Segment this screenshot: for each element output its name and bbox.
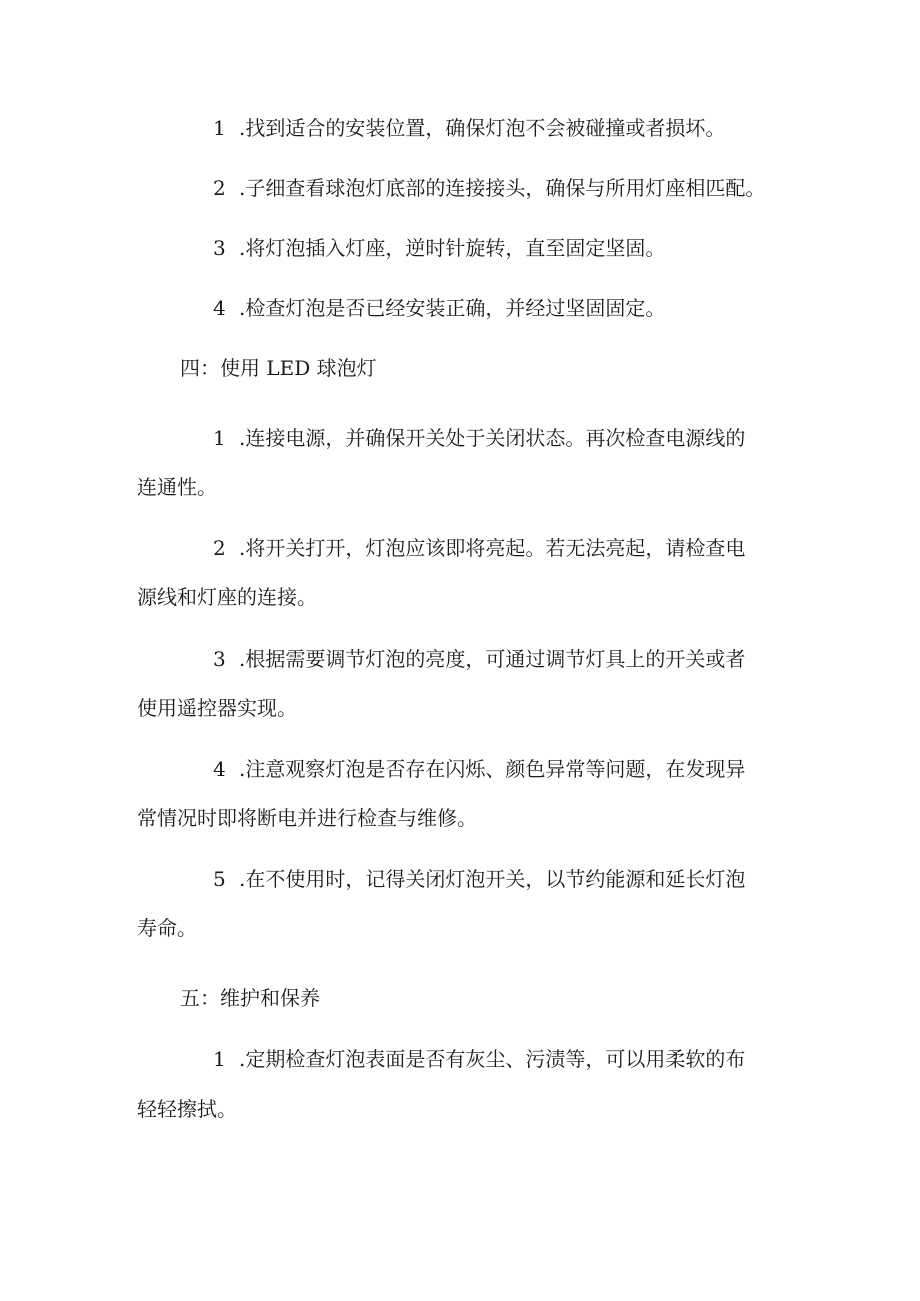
use-item-2-line-1 [213,536,745,560]
use-item-3-line-2: 使用遥控器实现。 [137,696,297,720]
item-text: .注意观察灯泡是否存在闪烁、颜色异常等问题，在发现异 [239,757,746,781]
step-text: .找到适合的安装位置，确保灯泡不会被碰撞或者损坏。 [239,116,726,140]
section-heading-use: 四：使用 LED 球泡灯 [180,356,377,380]
use-item-5-line-2: 寿命。 [137,916,197,940]
item-text: .根据需要调节灯泡的亮度，可通过调节灯具上的开关或者 [239,647,746,671]
install-step-4 [213,296,665,320]
item-text: .在不使用时，记得关闭灯泡开关，以节约能源和延长灯泡 [239,867,746,891]
maintain-item-1-line-1 [213,1047,745,1071]
use-item-2-line-2: 源线和灯座的连接。 [137,585,317,609]
item-text: .将开关打开，灯泡应该即将亮起。若无法亮起，请检查电 [239,536,746,560]
step-text: .检查灯泡是否已经安装正确，并经过坚固固定。 [239,296,666,320]
use-item-4-line-2: 常情况时即将断电并进行检查与维修。 [137,806,477,830]
item-number: 2 [213,536,226,560]
step-number: 2 [213,176,226,200]
section-heading-maintain: 五：维护和保养 [180,986,320,1010]
step-number: 3 [213,236,226,260]
install-step-2 [213,176,765,200]
use-item-5-line-1 [213,867,745,891]
item-number: 1 [213,1047,226,1071]
item-number: 4 [213,757,226,781]
item-number: 1 [213,426,226,450]
step-number: 1 [213,116,226,140]
install-step-3 [213,236,665,260]
step-text: .将灯泡插入灯座，逆时针旋转，直至固定坚固。 [239,236,666,260]
use-item-1-line-1 [213,426,745,450]
item-text: .连接电源，并确保开关处于关闭状态。再次检查电源线的 [239,426,746,450]
item-number: 5 [213,867,226,891]
step-text: .子细查看球泡灯底部的连接接头，确保与所用灯座相匹配。 [239,176,766,200]
step-number: 4 [213,296,226,320]
install-step-1 [213,116,725,140]
use-item-1-line-2: 连通性。 [137,475,217,499]
item-number: 3 [213,647,226,671]
use-item-3-line-1 [213,647,745,671]
maintain-item-1-line-2: 轻轻擦拭。 [137,1097,237,1121]
use-item-4-line-1 [213,757,745,781]
item-text: .定期检查灯泡表面是否有灰尘、污渍等，可以用柔软的布 [239,1047,746,1071]
